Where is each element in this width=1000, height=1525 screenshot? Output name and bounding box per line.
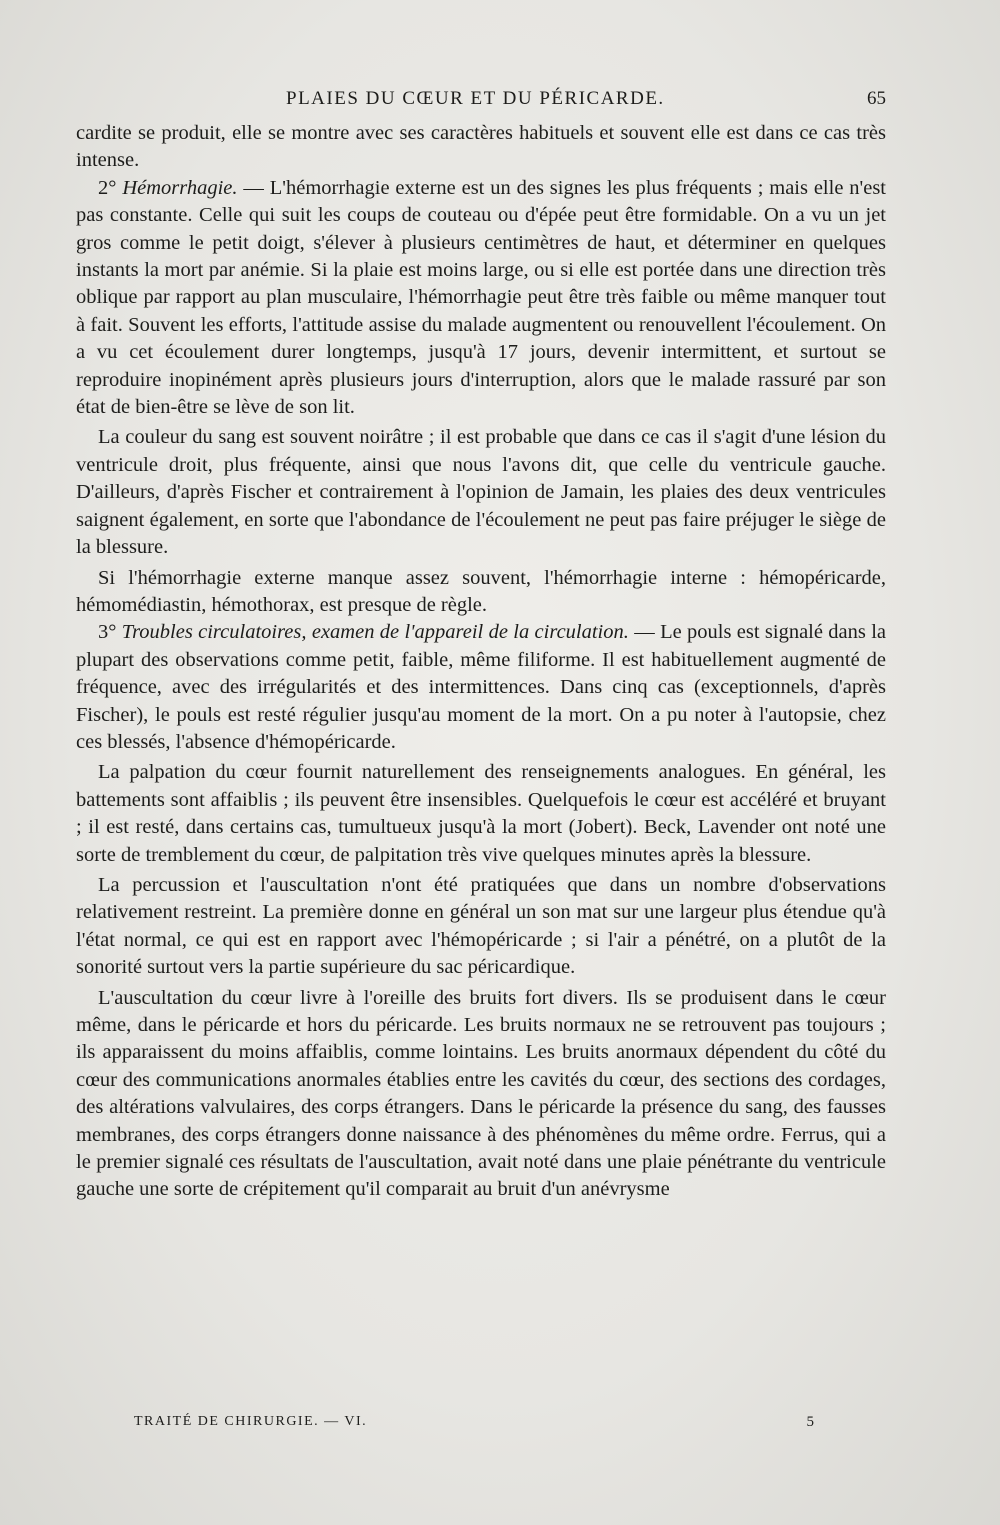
paragraph-hemorrhagie [76, 175, 886, 422]
paragraph-text: La percussion et l'auscultation n'ont été pratiquées que dans un nombre d'observations relativement restreint. La première donne en général un son mat sur une largeur plus étendue qu'à l'état normal, ce qui est en rapport avec l'hémopéricarde ; si l'air a pénétré, on a plutôt de la sonorité surtout vers la partie supérieure du sac péricardique. [76, 873, 886, 979]
paragraph-couleur-sang [76, 424, 886, 561]
page-footer [134, 1414, 814, 1438]
paragraph-text: cardite se produit, elle se montre avec ses caractères habituels et souvent elle est dans ce cas très intense. [76, 122, 886, 172]
paragraph-auscultation [76, 985, 886, 1204]
page-number: 65 [867, 88, 886, 109]
paragraph-percussion [76, 872, 886, 982]
footer-book-title: TRAITÉ DE CHIRURGIE. — VI. [134, 1414, 368, 1429]
body-text [76, 120, 886, 1204]
paragraph-text: L'auscultation du cœur livre à l'oreille des bruits fort divers. Ils se produisent dans le cœur même, dans le péricarde et hors du péricarde. Les bruits normaux ne se retrouvent pas toujours ; ils apparaissent du moins affaiblis, comme lointains. Les bruits anormaux dépendent du côté du cœur des communications anormales établies entre les cavités du cœur, des sections des cordages, des altérations valvulaires, des corps étrangers. Dans le péricarde la présence du sang, des fausses membranes, des corps étrangers donne naissance à des phénomènes du même ordre. Ferrus, qui a le premier signalé ces résultats de l'auscultation, avait noté dans une plaie pénétrante du ventricule gauche une sorte de crépitement qu'il comparait au bruit d'un anévrysme [76, 986, 886, 1201]
paragraph-continuation [76, 120, 886, 175]
section-heading: Troubles circulatoires, examen de l'appareil de la circulation. [121, 621, 629, 644]
section-number: 2° [98, 176, 123, 199]
section-heading: Hémorrhagie. [122, 176, 238, 199]
paragraph-text: La palpation du cœur fournit naturellement des renseignements analogues. En général, les battements sont affaiblis ; ils peuvent être insensibles. Quelquefois le cœur est accéléré et bruyant ; il est resté, dans certains cas, tumultueux jusqu'à la mort (Jobert). Beck, Lavender ont noté une sorte de tremblement du cœur, de palpitation très vive quelques minutes après la blessure. [76, 761, 886, 866]
running-head [76, 88, 886, 116]
paragraph-text: — L'hémorrhagie externe est un des signes les plus fréquents ; mais elle n'est pas constante. Celle qui suit les coups de couteau ou d'épée peut être formidable. On a vu un jet gros comme le petit doigt, s'élever à plusieurs centimètres de haut, et déterminer en quelques instants la mort par anémie. Si la plaie est moins large, ou si elle est portée dans une direction très oblique par rapport au plan musculaire, l'hémorrhagie peut être très faible ou même manquer tout à fait. Souvent les efforts, l'attitude assise du malade augmentent ou renouvellent l'écoulement. On a vu cet écoulement durer longtemps, jusqu'à 17 jours, devenir intermittent, et surtout se reproduire inopinément après plusieurs jours d'interruption, alors que le malade rassuré par son état de bien-être se lève de son lit. [76, 176, 886, 419]
running-title: PLAIES DU CŒUR ET DU PÉRICARDE. [286, 88, 665, 109]
paragraph-troubles-circulatoires [76, 619, 886, 756]
paragraph-text: Si l'hémorrhagie externe manque assez souvent, l'hémorrhagie interne : hémopéricarde, hémomédiastin, hémothorax, est presque de règle. [76, 566, 886, 616]
paragraph-text: — Le pouls est signalé dans la plupart des observations comme petit, faible, même filiforme. Il est habituellement augmenté de fréquence, avec des irrégularités et des intermittences. Dans cinq cas (exceptionnels, d'après Fischer), le pouls est resté régulier jusqu'au moment de la mort. On a pu noter à l'autopsie, chez ces blessés, l'absence d'hémopéricarde. [76, 621, 887, 753]
section-number: 3° [98, 621, 122, 644]
paragraph-hemorrhagie-interne [76, 565, 886, 620]
paragraph-palpation [76, 759, 886, 869]
footer-signature-mark: 5 [806, 1414, 814, 1430]
paragraph-text: La couleur du sang est souvent noirâtre ; il est probable que dans ce cas il s'agit d'une lésion du ventricule droit, plus fréquente, ainsi que nous l'avons dit, que celle du ventricule gauche. D'ailleurs, d'après Fischer et contrairement à l'opinion de Jamain, les plaies des deux ventricules saignent également, en sorte que l'abondance de l'écoulement ne peut pas faire préjuger le siège de la blessure. [76, 426, 886, 559]
